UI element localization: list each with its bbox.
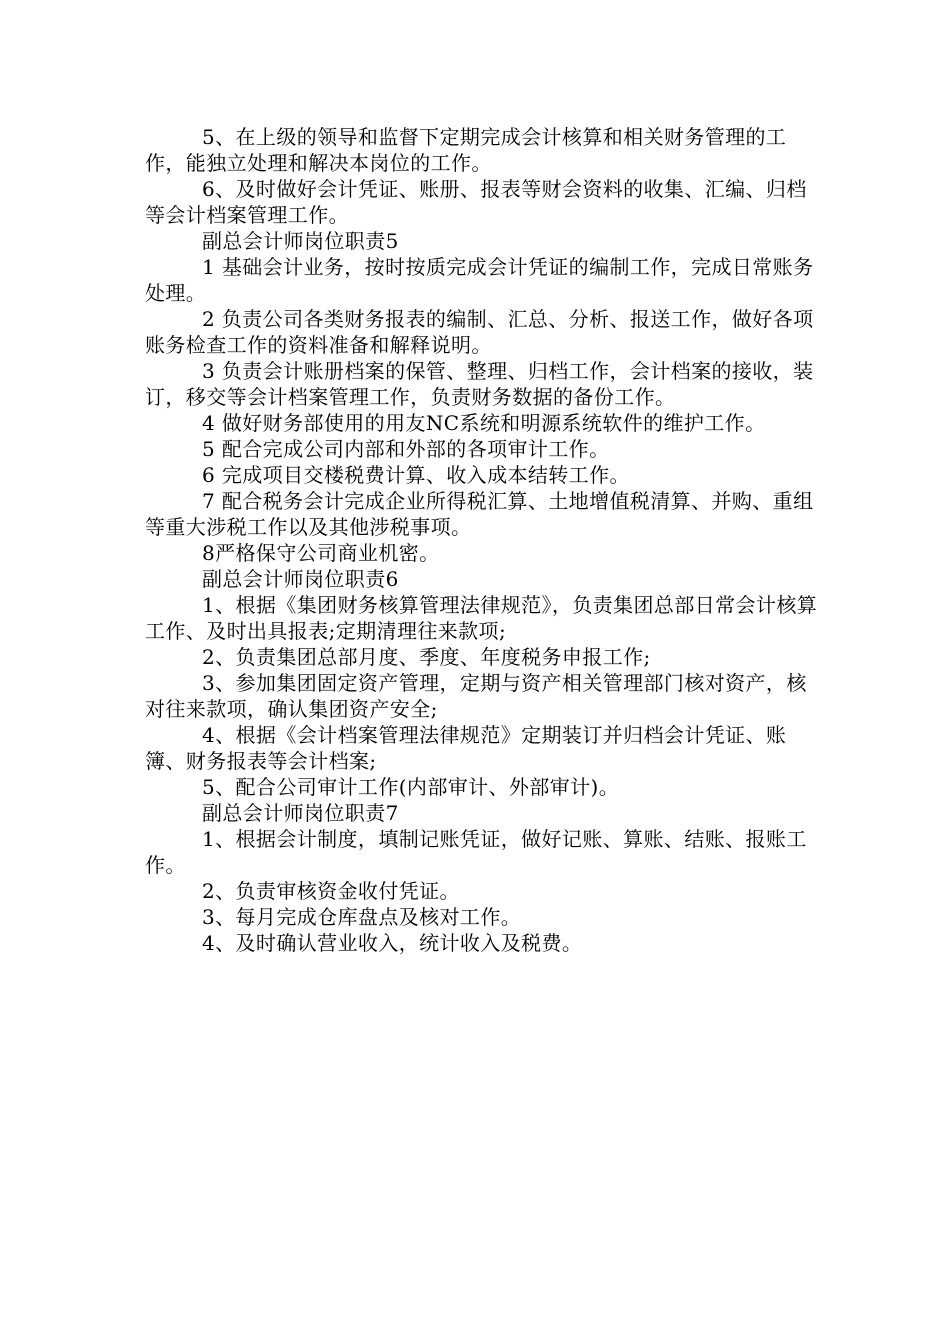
paragraph-s6-item-2: 2、负责集团总部月度、季度、年度税务申报工作; xyxy=(202,645,651,669)
paragraph-s5-item-4: 4 做好财务部使用的用友NC系统和明源系统软件的维护工作。 xyxy=(202,411,766,435)
paragraph-s5-item-7: 7 配合税务会计完成企业所得税汇算、土地增值税清算、并购、重组等重大涉税工作以及其他涉税事项。 xyxy=(145,489,814,539)
paragraph-s5-item-8: 8严格保守公司商业机密。 xyxy=(202,541,440,565)
paragraph-s7-item-1: 1、根据会计制度，填制记账凭证，做好记账、算账、结账、报账工作。 xyxy=(145,827,807,877)
paragraph-s6-item-1: 1、根据《集团财务核算管理法律规范》，负责集团总部日常会计核算工作、及时出具报表;定期清理往来款项; xyxy=(145,593,818,643)
paragraph-s5-item-1: 1 基础会计业务，按时按质完成会计凭证的编制工作，完成日常账务处理。 xyxy=(145,255,814,305)
paragraph-s7-item-4: 4、及时确认营业收入，统计收入及税费。 xyxy=(202,931,583,955)
paragraph-s6-item-3: 3、参加集团固定资产管理，定期与资产相关管理部门核对资产，核对往来款项，确认集团资产安全; xyxy=(145,671,807,721)
paragraph-duty-6: 6、及时做好会计凭证、账册、报表等财会资料的收集、汇编、归档等会计档案管理工作。 xyxy=(145,177,807,227)
section-heading-6: 副总会计师岗位职责6 xyxy=(202,567,399,591)
document-body xyxy=(145,124,825,956)
paragraph-s5-item-2: 2 负责公司各类财务报表的编制、汇总、分析、报送工作，做好各项账务检查工作的资料准备和解释说明。 xyxy=(145,307,814,357)
paragraph-s5-item-3: 3 负责会计账册档案的保管、整理、归档工作，会计档案的接收，装订，移交等会计档案管理工作，负责财务数据的备份工作。 xyxy=(145,359,814,409)
section-heading-7: 副总会计师岗位职责7 xyxy=(202,801,399,825)
paragraph-s6-item-4: 4、根据《会计档案管理法律规范》定期装订并归档会计凭证、账簿、财务报表等会计档案; xyxy=(145,723,787,773)
paragraph-s7-item-2: 2、负责审核资金收付凭证。 xyxy=(202,879,460,903)
paragraph-s6-item-5: 5、配合公司审计工作(内部审计、外部审计)。 xyxy=(202,775,620,799)
paragraph-s5-item-6: 6 完成项目交楼税费计算、收入成本结转工作。 xyxy=(202,463,630,487)
paragraph-s7-item-3: 3、每月完成仓库盘点及核对工作。 xyxy=(202,905,522,929)
paragraph-duty-5: 5、在上级的领导和监督下定期完成会计核算和相关财务管理的工作，能独立处理和解决本岗位的工作。 xyxy=(145,125,787,175)
paragraph-s5-item-5: 5 配合完成公司内部和外部的各项审计工作。 xyxy=(202,437,610,461)
section-heading-5: 副总会计师岗位职责5 xyxy=(202,229,399,253)
